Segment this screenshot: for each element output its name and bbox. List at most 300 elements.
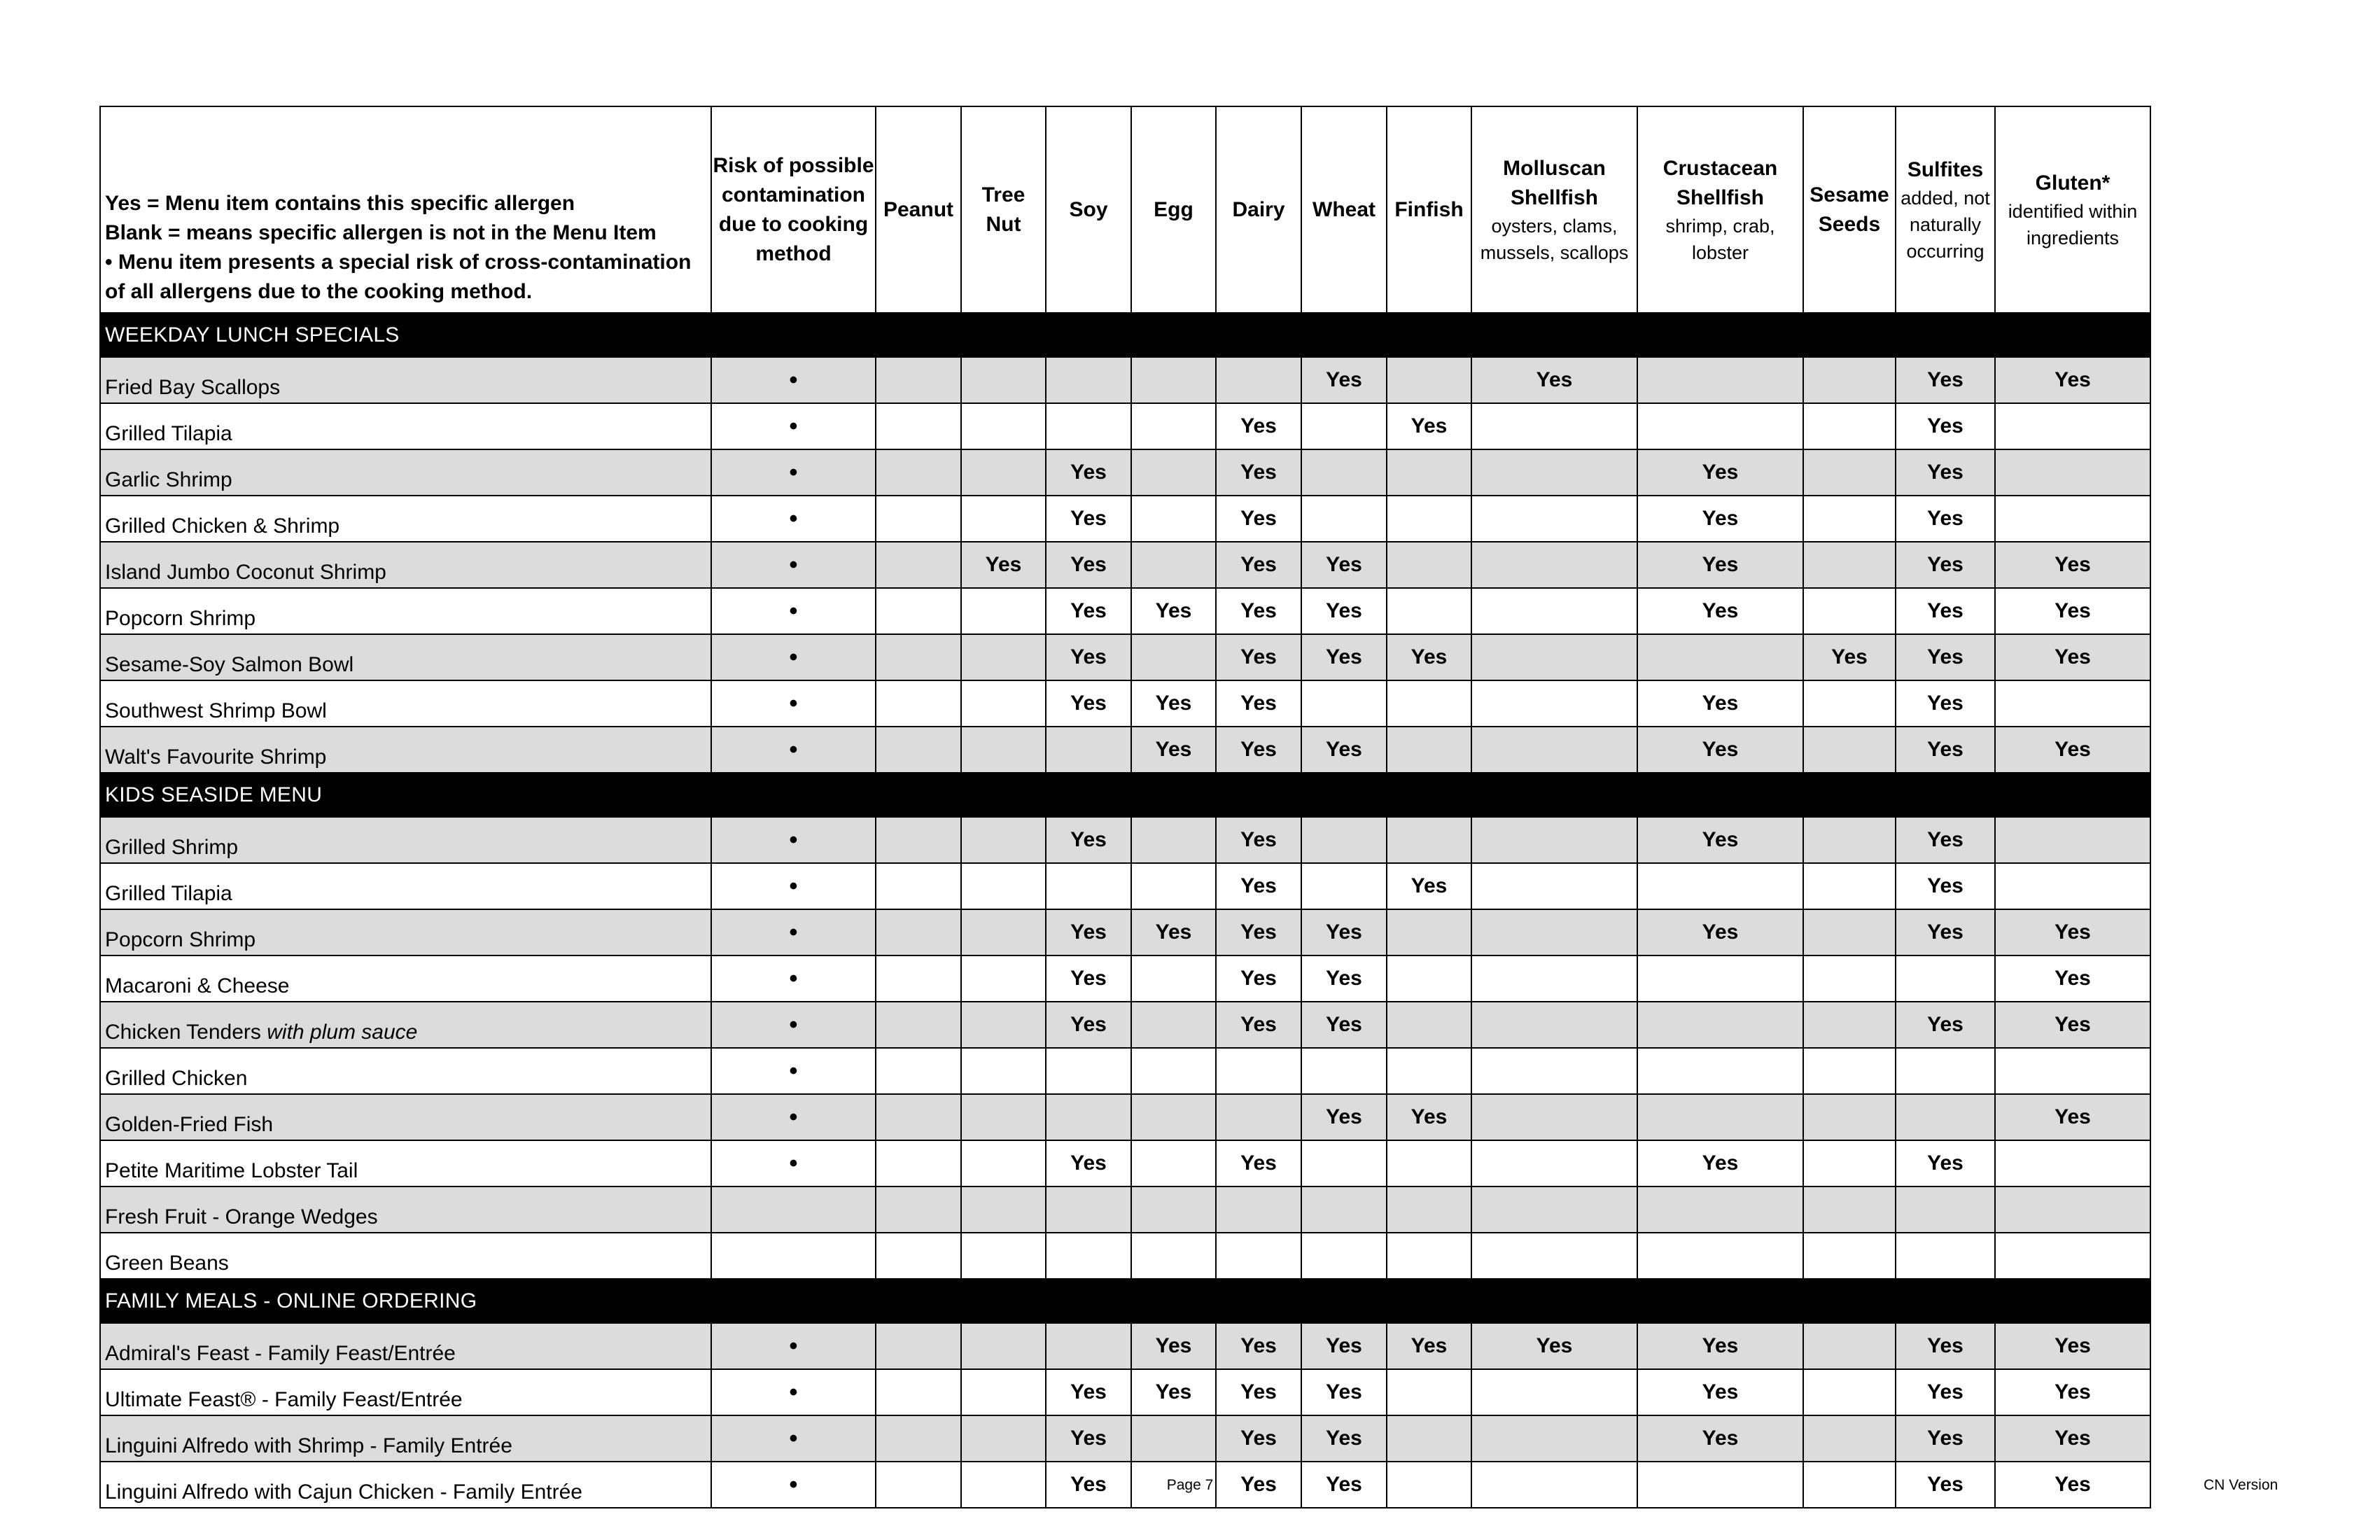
allergen-cell: [961, 1233, 1046, 1279]
allergen-cell: Yes: [1216, 542, 1301, 588]
risk-cell: •: [711, 449, 876, 496]
allergen-cell: [1803, 542, 1896, 588]
allergen-cell: [1131, 542, 1216, 588]
allergen-cell: Yes: [1216, 955, 1301, 1002]
allergen-cell: [876, 357, 961, 403]
column-header: [1131, 106, 1216, 313]
allergen-cell: Yes: [1896, 817, 1995, 863]
menu-item-name: [100, 1323, 711, 1369]
allergen-cell: [1471, 449, 1637, 496]
risk-cell: •: [711, 588, 876, 634]
allergen-cell: [1131, 449, 1216, 496]
allergen-cell: [1131, 955, 1216, 1002]
allergen-cell: Yes: [1216, 1415, 1301, 1462]
allergen-cell: [1637, 863, 1803, 909]
allergen-cell: Yes: [1216, 1462, 1301, 1508]
item-name-text: Sesame-Soy Salmon Bowl: [105, 653, 354, 676]
risk-cell: •: [711, 909, 876, 955]
allergen-cell: Yes: [1896, 863, 1995, 909]
allergen-cell: Yes: [1301, 955, 1387, 1002]
allergen-cell: Yes: [1387, 863, 1471, 909]
column-title: Dairy: [1232, 197, 1285, 221]
allergen-cell: [1387, 1002, 1471, 1048]
allergen-cell: [1387, 727, 1471, 773]
menu-item-name: [100, 817, 711, 863]
allergen-cell: Yes: [1896, 1323, 1995, 1369]
allergen-cell: [1216, 1094, 1301, 1140]
allergen-cell: [1637, 634, 1803, 680]
allergen-cell: Yes: [1387, 403, 1471, 449]
risk-cell: •: [711, 1002, 876, 1048]
allergen-cell: [1803, 1186, 1896, 1233]
allergen-cell: [1131, 357, 1216, 403]
allergen-cell: Yes: [1471, 357, 1637, 403]
allergen-cell: Yes: [1046, 817, 1131, 863]
allergen-cell: Yes: [1216, 588, 1301, 634]
allergen-cell: [1387, 1186, 1471, 1233]
table-row: [100, 634, 2150, 680]
menu-item-name: [100, 634, 711, 680]
allergen-cell: [1301, 817, 1387, 863]
risk-cell: [711, 1233, 876, 1279]
allergen-cell: Yes: [1896, 909, 1995, 955]
allergen-cell: [1637, 1233, 1803, 1279]
allergen-cell: [961, 449, 1046, 496]
table-row: [100, 496, 2150, 542]
item-name-text: Grilled Tilapia: [105, 882, 232, 905]
allergen-cell: Yes: [1301, 1369, 1387, 1415]
allergen-cell: [1131, 817, 1216, 863]
allergen-cell: [961, 1094, 1046, 1140]
allergen-cell: [1803, 1462, 1896, 1508]
allergen-cell: Yes: [1301, 1002, 1387, 1048]
item-name-text: Chicken Tenders: [105, 1021, 267, 1044]
allergen-cell: [961, 1415, 1046, 1462]
allergen-cell: Yes: [1301, 909, 1387, 955]
item-name-text: Linguini Alfredo with Shrimp - Family Entrée: [105, 1434, 512, 1457]
legend-line: • Menu item presents a special risk of cross-contamination: [105, 251, 692, 274]
allergen-cell: [1471, 1048, 1637, 1094]
allergen-cell: [1803, 680, 1896, 727]
section-header-row: [100, 773, 2150, 817]
allergen-cell: [876, 1186, 961, 1233]
allergen-cell: [1046, 1186, 1131, 1233]
item-name-note: with plum sauce: [267, 1021, 418, 1044]
allergen-cell: [1131, 1233, 1216, 1279]
allergen-cell: Yes: [1131, 909, 1216, 955]
menu-item-name: [100, 727, 711, 773]
item-name-text: Garlic Shrimp: [105, 468, 232, 491]
allergen-cell: [1471, 1415, 1637, 1462]
allergen-cell: [1995, 1140, 2150, 1186]
allergen-cell: [876, 1233, 961, 1279]
column-title: Crustacean Shellfish: [1662, 156, 1778, 209]
allergen-cell: [876, 955, 961, 1002]
allergen-cell: [1896, 1233, 1995, 1279]
risk-cell: •: [711, 1323, 876, 1369]
allergen-cell: Yes: [1216, 403, 1301, 449]
menu-item-name: [100, 909, 711, 955]
allergen-cell: [876, 449, 961, 496]
table-row: [100, 1323, 2150, 1369]
allergen-cell: [876, 909, 961, 955]
column-header: [1637, 106, 1803, 313]
section-header-row: [100, 1279, 2150, 1323]
item-name-text: Popcorn Shrimp: [105, 928, 256, 951]
allergen-cell: [1471, 634, 1637, 680]
allergen-cell: Yes: [1803, 634, 1896, 680]
page-number: Page 7: [1166, 1477, 1214, 1493]
allergen-cell: [1995, 680, 2150, 727]
risk-cell: •: [711, 1048, 876, 1094]
allergen-cell: [1637, 403, 1803, 449]
column-header: [711, 106, 876, 313]
table-row: [100, 817, 2150, 863]
allergen-cell: [1471, 1186, 1637, 1233]
allergen-cell: Yes: [1387, 1323, 1471, 1369]
allergen-cell: Yes: [1301, 542, 1387, 588]
column-title: Soy: [1069, 197, 1108, 221]
table-row: [100, 1002, 2150, 1048]
column-header: [1216, 106, 1301, 313]
table-row: [100, 1233, 2150, 1279]
allergen-cell: [1387, 909, 1471, 955]
allergen-cell: [1995, 403, 2150, 449]
allergen-cell: [1471, 680, 1637, 727]
allergen-cell: Yes: [1637, 727, 1803, 773]
allergen-cell: [961, 1186, 1046, 1233]
column-header: [876, 106, 961, 313]
allergen-cell: [1803, 1369, 1896, 1415]
allergen-cell: [1131, 403, 1216, 449]
allergen-cell: [1301, 1048, 1387, 1094]
column-header: [1803, 106, 1896, 313]
allergen-cell: [1387, 1462, 1471, 1508]
allergen-cell: [1995, 496, 2150, 542]
allergen-cell: Yes: [1896, 1415, 1995, 1462]
allergen-cell: Yes: [1995, 1094, 2150, 1140]
table-row: [100, 1048, 2150, 1094]
allergen-cell: [1131, 1094, 1216, 1140]
allergen-cell: [1471, 863, 1637, 909]
allergen-cell: Yes: [1131, 1369, 1216, 1415]
allergen-cell: Yes: [1301, 357, 1387, 403]
menu-item-name: [100, 542, 711, 588]
allergen-cell: [961, 1140, 1046, 1186]
column-header: [1471, 106, 1637, 313]
allergen-cell: [1803, 1094, 1896, 1140]
allergen-cell: Yes: [1637, 1140, 1803, 1186]
allergen-cell: [1046, 1094, 1131, 1140]
allergen-cell: [1131, 634, 1216, 680]
allergen-cell: Yes: [1301, 1462, 1387, 1508]
legend-line: Yes = Menu item contains this specific allergen: [105, 192, 575, 215]
allergen-cell: Yes: [1046, 588, 1131, 634]
allergen-cell: [876, 1140, 961, 1186]
allergen-cell: [1471, 909, 1637, 955]
item-name-text: Golden-Fried Fish: [105, 1113, 274, 1136]
menu-item-name: [100, 403, 711, 449]
allergen-cell: Yes: [1301, 634, 1387, 680]
allergen-cell: [1301, 449, 1387, 496]
section-bar: [711, 773, 2150, 817]
allergen-cell: [961, 588, 1046, 634]
allergen-cell: [1046, 1233, 1131, 1279]
allergen-cell: [961, 634, 1046, 680]
allergen-cell: [876, 542, 961, 588]
allergen-table: [99, 106, 2151, 1508]
menu-item-name: [100, 863, 711, 909]
item-name-text: Popcorn Shrimp: [105, 607, 256, 630]
allergen-cell: [876, 863, 961, 909]
allergen-cell: [1216, 1186, 1301, 1233]
allergen-cell: [1046, 727, 1131, 773]
allergen-cell: Yes: [1995, 909, 2150, 955]
allergen-cell: [1637, 955, 1803, 1002]
allergen-cell: [1803, 1415, 1896, 1462]
menu-item-name: [100, 496, 711, 542]
allergen-cell: [1471, 955, 1637, 1002]
allergen-cell: [1803, 496, 1896, 542]
allergen-cell: Yes: [1896, 1462, 1995, 1508]
allergen-cell: Yes: [1995, 357, 2150, 403]
item-name-text: Admiral's Feast - Family Feast/Entrée: [105, 1342, 456, 1365]
column-title: Egg: [1154, 197, 1194, 221]
allergen-cell: [961, 403, 1046, 449]
menu-item-name: [100, 1186, 711, 1233]
item-name-text: Fresh Fruit - Orange Wedges: [105, 1205, 378, 1228]
allergen-cell: Yes: [1046, 1369, 1131, 1415]
risk-cell: •: [711, 1094, 876, 1140]
allergen-cell: Yes: [1637, 542, 1803, 588]
allergen-cell: Yes: [1896, 542, 1995, 588]
table-row: [100, 680, 2150, 727]
allergen-cell: [1131, 1002, 1216, 1048]
allergen-cell: Yes: [1995, 1462, 2150, 1508]
risk-cell: •: [711, 403, 876, 449]
table-row: [100, 1094, 2150, 1140]
item-name-text: Ultimate Feast® - Family Feast/Entrée: [105, 1388, 463, 1411]
allergen-cell: [876, 1369, 961, 1415]
item-name-text: Island Jumbo Coconut Shrimp: [105, 561, 386, 584]
table-row: [100, 955, 2150, 1002]
allergen-cell: [1637, 1002, 1803, 1048]
allergen-cell: [1387, 680, 1471, 727]
allergen-cell: Yes: [1046, 449, 1131, 496]
allergen-cell: [1301, 403, 1387, 449]
allergen-cell: [876, 727, 961, 773]
column-header: [961, 106, 1046, 313]
allergen-cell: Yes: [1637, 1369, 1803, 1415]
allergen-cell: Yes: [1896, 496, 1995, 542]
allergen-cell: Yes: [1995, 1002, 2150, 1048]
allergen-cell: Yes: [1896, 1140, 1995, 1186]
allergen-cell: Yes: [1216, 449, 1301, 496]
allergen-cell: Yes: [1216, 496, 1301, 542]
allergen-cell: [1387, 496, 1471, 542]
allergen-cell: Yes: [1896, 588, 1995, 634]
item-name-text: Green Beans: [105, 1252, 229, 1275]
column-title: Molluscan Shellfish: [1503, 156, 1606, 209]
allergen-cell: Yes: [1216, 909, 1301, 955]
table-row: [100, 1186, 2150, 1233]
allergen-cell: [876, 1048, 961, 1094]
allergen-cell: Yes: [1471, 1323, 1637, 1369]
item-name-text: Petite Maritime Lobster Tail: [105, 1159, 358, 1182]
allergen-cell: Yes: [1995, 1415, 2150, 1462]
allergen-cell: Yes: [1216, 817, 1301, 863]
allergen-cell: [1387, 449, 1471, 496]
allergen-cell: Yes: [1046, 1140, 1131, 1186]
menu-item-name: [100, 955, 711, 1002]
table-row: [100, 863, 2150, 909]
table-row: [100, 542, 2150, 588]
allergen-cell: Yes: [1216, 863, 1301, 909]
allergen-cell: Yes: [1046, 634, 1131, 680]
allergen-cell: [1131, 1140, 1216, 1186]
column-title: Sesame Seeds: [1809, 183, 1889, 236]
item-name-text: Grilled Tilapia: [105, 422, 232, 445]
column-title: Sulfites: [1907, 158, 1984, 181]
risk-cell: •: [711, 1462, 876, 1508]
allergen-cell: [961, 1323, 1046, 1369]
allergen-cell: [1131, 863, 1216, 909]
item-name-text: Grilled Chicken & Shrimp: [105, 514, 340, 538]
allergen-cell: Yes: [1046, 955, 1131, 1002]
allergen-cell: [1471, 1094, 1637, 1140]
allergen-cell: [961, 1369, 1046, 1415]
allergen-cell: Yes: [1301, 1323, 1387, 1369]
allergen-cell: [1995, 1186, 2150, 1233]
menu-item-name: [100, 1140, 711, 1186]
risk-cell: [711, 1186, 876, 1233]
allergen-cell: [1803, 1048, 1896, 1094]
allergen-cell: [1301, 496, 1387, 542]
allergen-cell: [1387, 588, 1471, 634]
allergen-cell: [1995, 863, 2150, 909]
allergen-cell: [1896, 1186, 1995, 1233]
allergen-cell: Yes: [1995, 955, 2150, 1002]
allergen-cell: [1471, 817, 1637, 863]
allergen-cell: [876, 588, 961, 634]
allergen-cell: Yes: [1637, 449, 1803, 496]
column-header: [1387, 106, 1471, 313]
table-body: [100, 313, 2150, 1508]
allergen-cell: [1046, 357, 1131, 403]
allergen-cell: [1387, 1140, 1471, 1186]
allergen-cell: [1471, 1462, 1637, 1508]
allergen-cell: [1131, 1186, 1216, 1233]
item-name-text: Grilled Shrimp: [105, 836, 239, 859]
allergen-cell: Yes: [1216, 1369, 1301, 1415]
column-subtitle: shrimp, crab, lobster: [1665, 215, 1775, 263]
allergen-cell: Yes: [1301, 588, 1387, 634]
column-header: [1301, 106, 1387, 313]
allergen-cell: Yes: [1637, 1323, 1803, 1369]
allergen-cell: Yes: [1046, 680, 1131, 727]
allergen-cell: [1387, 1233, 1471, 1279]
allergen-cell: Yes: [1216, 634, 1301, 680]
risk-cell: •: [711, 680, 876, 727]
table-row: [100, 1415, 2150, 1462]
allergen-cell: Yes: [1046, 496, 1131, 542]
allergen-cell: [876, 1415, 961, 1462]
allergen-cell: Yes: [1131, 727, 1216, 773]
allergen-cell: [1637, 1094, 1803, 1140]
allergen-cell: [1216, 357, 1301, 403]
allergen-cell: [1896, 1094, 1995, 1140]
allergen-cell: [1471, 1140, 1637, 1186]
allergen-cell: Yes: [1896, 1369, 1995, 1415]
allergen-cell: [1995, 817, 2150, 863]
column-title: Peanut: [883, 197, 954, 221]
table-row: [100, 1369, 2150, 1415]
allergen-cell: [1803, 1002, 1896, 1048]
allergen-cell: Yes: [1637, 909, 1803, 955]
allergen-cell: Yes: [1637, 496, 1803, 542]
allergen-cell: [1637, 1462, 1803, 1508]
menu-item-name: [100, 1369, 711, 1415]
allergen-cell: [1046, 1048, 1131, 1094]
allergen-cell: [876, 634, 961, 680]
allergen-cell: [1803, 588, 1896, 634]
item-name-text: Linguini Alfredo with Cajun Chicken - Family Entrée: [105, 1480, 582, 1504]
allergen-cell: [1387, 955, 1471, 1002]
allergen-cell: [961, 909, 1046, 955]
allergen-cell: Yes: [1131, 588, 1216, 634]
allergen-cell: Yes: [1637, 588, 1803, 634]
allergen-cell: Yes: [1896, 680, 1995, 727]
allergen-cell: Yes: [961, 542, 1046, 588]
allergen-cell: Yes: [1216, 727, 1301, 773]
menu-item-name: [100, 357, 711, 403]
column-title: Finfish: [1394, 197, 1464, 221]
item-name-text: Fried Bay Scallops: [105, 376, 281, 399]
allergen-cell: [1471, 1233, 1637, 1279]
allergen-cell: [1803, 863, 1896, 909]
allergen-cell: [1301, 1233, 1387, 1279]
allergen-cell: [1803, 1140, 1896, 1186]
allergen-cell: [1216, 1048, 1301, 1094]
allergen-cell: [1803, 727, 1896, 773]
allergen-cell: Yes: [1301, 727, 1387, 773]
allergen-cell: Yes: [1637, 680, 1803, 727]
allergen-cell: Yes: [1896, 357, 1995, 403]
risk-cell: •: [711, 496, 876, 542]
allergen-cell: Yes: [1387, 1094, 1471, 1140]
allergen-cell: Yes: [1995, 1369, 2150, 1415]
allergen-cell: [1131, 496, 1216, 542]
table-row: [100, 588, 2150, 634]
menu-item-name: [100, 680, 711, 727]
allergen-sheet: [99, 106, 2151, 1508]
allergen-cell: [1995, 449, 2150, 496]
allergen-cell: [1803, 357, 1896, 403]
allergen-cell: [1046, 1323, 1131, 1369]
allergen-cell: Yes: [1896, 403, 1995, 449]
allergen-cell: [1637, 357, 1803, 403]
column-header: [1046, 106, 1131, 313]
section-title: KIDS SEASIDE MENU: [100, 773, 711, 817]
section-title: WEEKDAY LUNCH SPECIALS: [100, 313, 711, 357]
allergen-cell: [1216, 1233, 1301, 1279]
allergen-cell: [1301, 1140, 1387, 1186]
allergen-cell: Yes: [1995, 588, 2150, 634]
allergen-cell: [1046, 863, 1131, 909]
allergen-cell: [1471, 727, 1637, 773]
allergen-cell: Yes: [1637, 817, 1803, 863]
allergen-cell: [876, 1002, 961, 1048]
